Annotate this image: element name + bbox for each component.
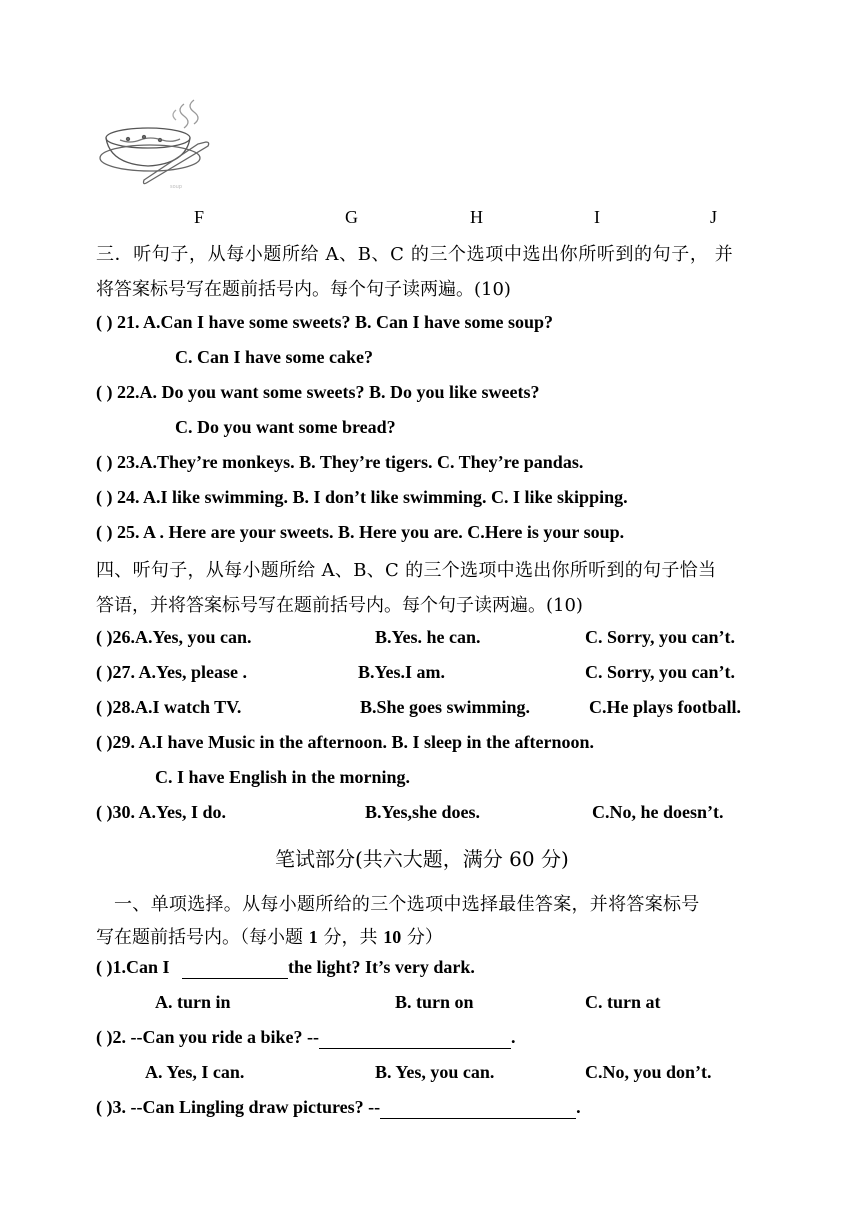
written-question-2-option-a: A. Yes, I can. bbox=[145, 1062, 245, 1082]
written-question-2: ( )2. --Can you ride a bike? -- . bbox=[96, 1027, 516, 1047]
question-22-line2: C. Do you want some bread? bbox=[175, 417, 396, 437]
question-30-option-c: C.No, he doesn’t. bbox=[592, 802, 724, 822]
question-26-stem: ( )26.A.Yes, you can. bbox=[96, 627, 252, 647]
section4-instruction-line1: 四、听句子，从每小题所给 A、B、C 的三个选项中选出你所听到的句子恰当 bbox=[96, 560, 717, 581]
question-27-option-c: C. Sorry, you can’t. bbox=[585, 662, 735, 682]
written-question-2-option-b: B. Yes, you can. bbox=[375, 1062, 495, 1082]
svg-text:soup: soup bbox=[170, 184, 183, 190]
question-23: ( ) 23.A.They’re monkeys. B. They’re tigers. C. They’re pandas. bbox=[96, 452, 584, 472]
written-question-1-option-c: C. turn at bbox=[585, 992, 661, 1012]
section3-instruction-line2: 将答案标号写在题前括号内。每个句子读两遍。(10) bbox=[96, 279, 511, 300]
question-28-option-b: B.She goes swimming. bbox=[360, 697, 531, 717]
section4-instruction-line2: 答语，并将答案标号写在题前括号内。每个句子读两遍。(10) bbox=[96, 595, 583, 616]
letter-i: I bbox=[594, 207, 600, 227]
written-question-3: ( )3. --Can Lingling draw pictures? -- . bbox=[96, 1097, 581, 1117]
letter-h: H bbox=[470, 207, 483, 227]
written-part-title: 笔试部分(共六大题，满分 60 分) bbox=[275, 847, 569, 871]
question-27-stem: ( )27. A.Yes, please . bbox=[96, 662, 247, 682]
question-21-line2: C. Can I have some cake? bbox=[175, 347, 373, 367]
question-29-line2: C. I have English in the morning. bbox=[155, 767, 411, 787]
question-29-line1: ( )29. A.I have Music in the afternoon. B. I sleep in the afternoon. bbox=[96, 732, 594, 752]
written-question-1: ( )1.Can I the light? It’s very dark. bbox=[96, 957, 475, 977]
answer-blank-1[interactable] bbox=[182, 957, 288, 979]
letter-j: J bbox=[710, 207, 718, 227]
answer-blank-3[interactable] bbox=[380, 1097, 576, 1119]
soup-bowl-image bbox=[98, 96, 228, 191]
question-22-line1: ( ) 22.A. Do you want some sweets? B. Do you like sweets? bbox=[96, 382, 540, 402]
question-30-stem: ( )30. A.Yes, I do. bbox=[96, 802, 227, 822]
letter-g: G bbox=[345, 207, 358, 227]
written-question-1-option-a: A. turn in bbox=[155, 992, 231, 1012]
written-question-1-option-b: B. turn on bbox=[395, 992, 474, 1012]
question-26-option-b: B.Yes. he can. bbox=[375, 627, 481, 647]
written-section1-instruction-line1: 一、单项选择。从每小题所给的三个选项中选择最佳答案，并将答案标号 bbox=[114, 894, 700, 915]
question-24: ( ) 24. A.I like swimming. B. I don’t like swimming. C. I like skipping. bbox=[96, 487, 628, 507]
question-28-stem: ( )28.A.I watch TV. bbox=[96, 697, 242, 717]
written-question-2-option-c: C.No, you don’t. bbox=[585, 1062, 712, 1082]
question-25: ( ) 25. A . Here are your sweets. B. Here you are. C.Here is your soup. bbox=[96, 522, 625, 542]
question-26-option-c: C. Sorry, you can’t. bbox=[585, 627, 735, 647]
letter-f: F bbox=[194, 207, 205, 227]
written-section1-instruction-line2: 写在题前括号内。（每小题 1 分，共 10 分） bbox=[96, 927, 443, 948]
question-30-option-b: B.Yes,she does. bbox=[365, 802, 481, 822]
question-28-option-c: C.He plays football. bbox=[589, 697, 742, 717]
question-21-line1: ( ) 21. A.Can I have some sweets? B. Can I have some soup? bbox=[96, 312, 554, 332]
question-27-option-b: B.Yes.I am. bbox=[358, 662, 446, 682]
answer-blank-2[interactable] bbox=[319, 1027, 511, 1049]
section3-instruction-line1: 三．听句子，从每小题所给 A、B、C 的三个选项中选出你所听到的句子， 并 bbox=[96, 244, 734, 265]
